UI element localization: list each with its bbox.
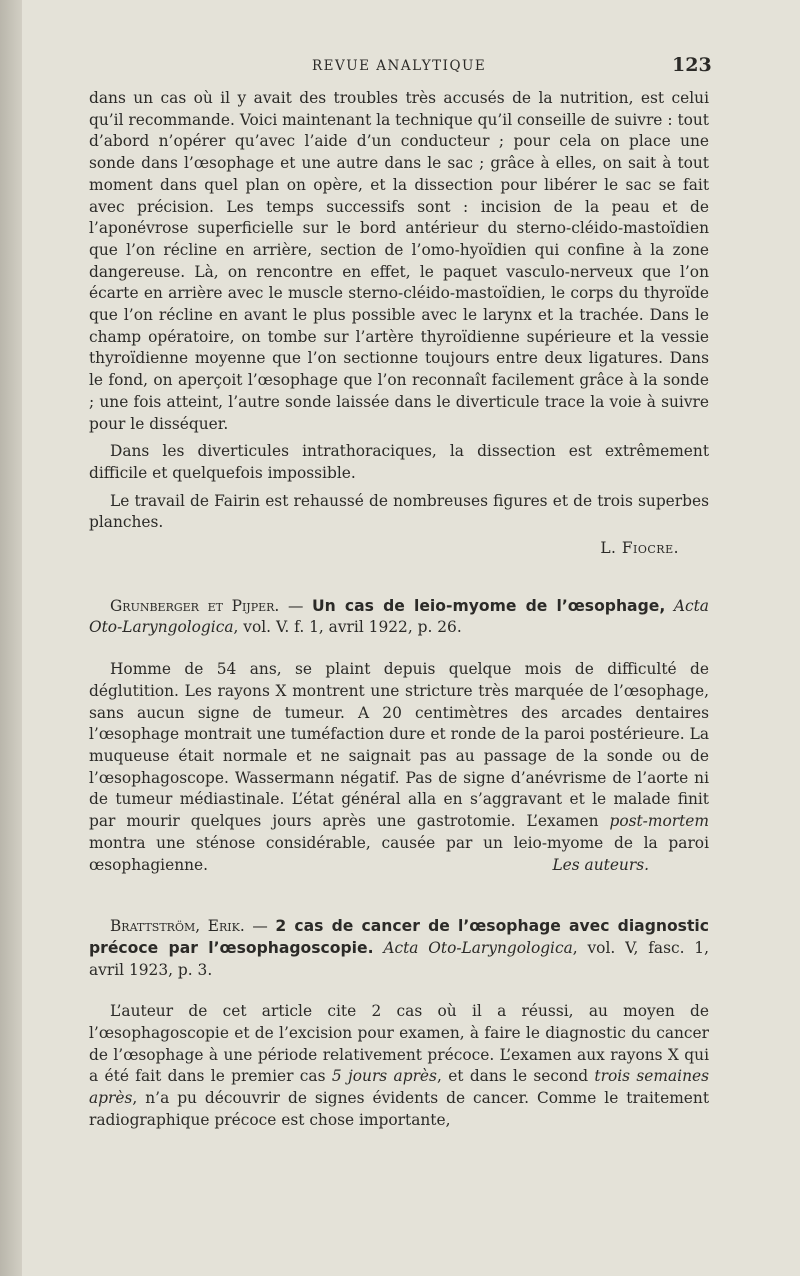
article2-reference (89, 596, 709, 639)
article3-authors: Brattström, Erik. (110, 917, 245, 936)
running-title: REVUE ANALYTIQUE (312, 58, 487, 74)
article1-paragraph-3: Le travail de Fairin est rehaussé de nombreuses figures et de trois superbes planches. (89, 491, 709, 532)
page-header (0, 56, 800, 80)
article2-body-emphasis: post-mortem (609, 812, 709, 831)
article2-title: Un cas de leio-myome de l’œsophage, (311, 596, 666, 615)
article1-signature: L. Fiocre. (600, 539, 679, 558)
article3-body-a: L’auteur de cet article cite 2 cas où il a réussi, au moyen de l’œsophagoscopie et de l’excision pour examen, à faire le diagnostic du cancer de l’œsophage à une période relativement précoce. L’examen aux rayons X qui a été fait dans le premier cas (89, 1002, 709, 1086)
page-gutter-shadow (0, 0, 22, 1276)
article3-body-c: , n’a pu découvrir de signes évidents de cancer. Comme le traitement radiographique précoce est chose importante, (89, 1089, 709, 1129)
page-number: 123 (672, 54, 712, 76)
article2-signature: Les auteurs. (552, 855, 649, 874)
article1-paragraph-2: Dans les diverticules intrathoraciques, la dissection est extrêmement difficile et quelquefois impossible. (89, 442, 709, 482)
article3-body-b: , et dans le second (436, 1067, 595, 1086)
article3-emphasis-2: trois semaines après (89, 1067, 709, 1108)
article2-journal: Acta Oto-Laryngologica (89, 596, 709, 637)
article3-body (89, 1001, 709, 1131)
article3-title: 2 cas de cancer de l’œsophage avec diagnostic précoce par l’œsophagoscopie. (89, 917, 709, 957)
article2-body-text: Homme de 54 ans, se plaint depuis quelque mois de difficulté de déglutition. Les rayons X montrent une stricture très marquée de l’œsophage, sans aucun signe de tumeur. A 20 centimètres des arcades dentaires l’œsophage montrait une tuméfaction dure et ronde de la paroi postérieure. La muqueuse était normale et ne saignait pas au passage de la sonde ou de l’œsophagoscope. Wassermann négatif. Pas de signe d’anévrisme de l’aorte ni de tumeur médiastinale. L’état général alla en s’aggravant et le malade finit par mourir quelques jours après une gastrotomie. L’examen (89, 660, 709, 831)
article2-body (89, 659, 709, 876)
article2-authors: Grunberger et Pijper. (110, 596, 280, 615)
article2-body-end: montra une sténose considérable, causée par un leio-myome de la paroi œsophagienne. (89, 833, 709, 874)
article2-citation: , vol. V. f. 1, avril 1922, p. 26. (233, 618, 462, 637)
page-content (89, 88, 709, 1132)
article3-journal: Acta Oto-Laryngologica (383, 938, 573, 957)
article3-dash: — (244, 917, 276, 936)
article3-emphasis-1: 5 jours après (331, 1067, 437, 1086)
article1-paragraph-1: dans un cas où il y avait des troubles très accusés de la nutrition, est celui qu’il recommande. Voici maintenant la technique qu’il conseille de suivre : tout d’abord n’opérer qu’avec l’aide d’un conducteur ; pour cela on place une sonde dans l’œsophage et une autre dans le sac ; grâce à elles, on sait à tout moment dans quel plan on opère, et la dissection pour libérer le sac se fait avec précision. Les temps successifs sont : incision de la peau et de l’aponévrose superficielle sur le bord antérieur du sterno-cléido-mastoïdien que l’on récline en arrière, section de l’omo-hyoïdien qui confine à la zone dangereuse. Là, on rencontre en effet, le paquet vasculo-nerveux que l’on écarte en arrière avec le muscle sterno-cléido-mastoïdien, le corps du thyroïde que l’on récline en avant le plus possible avec le larynx et la trachée. Dans le champ opératoire, on tombe sur l’artère thyroïdienne supérieure et la vessie thyroïdienne moyenne que l’on sectionne toujours entre deux ligatures. Dans le fond, on aperçoit l’œsophage que l’on reconnaît facilement grâce à la sonde ; une fois atteint, l’autre sonde laissée dans le diverticule trace la voie à suivre pour le disséquer. (89, 89, 709, 433)
article3-reference (89, 916, 709, 981)
article3-citation: , vol. V, fasc. 1, avril 1923, p. 3. (89, 938, 709, 979)
article2-dash: — (279, 596, 312, 615)
